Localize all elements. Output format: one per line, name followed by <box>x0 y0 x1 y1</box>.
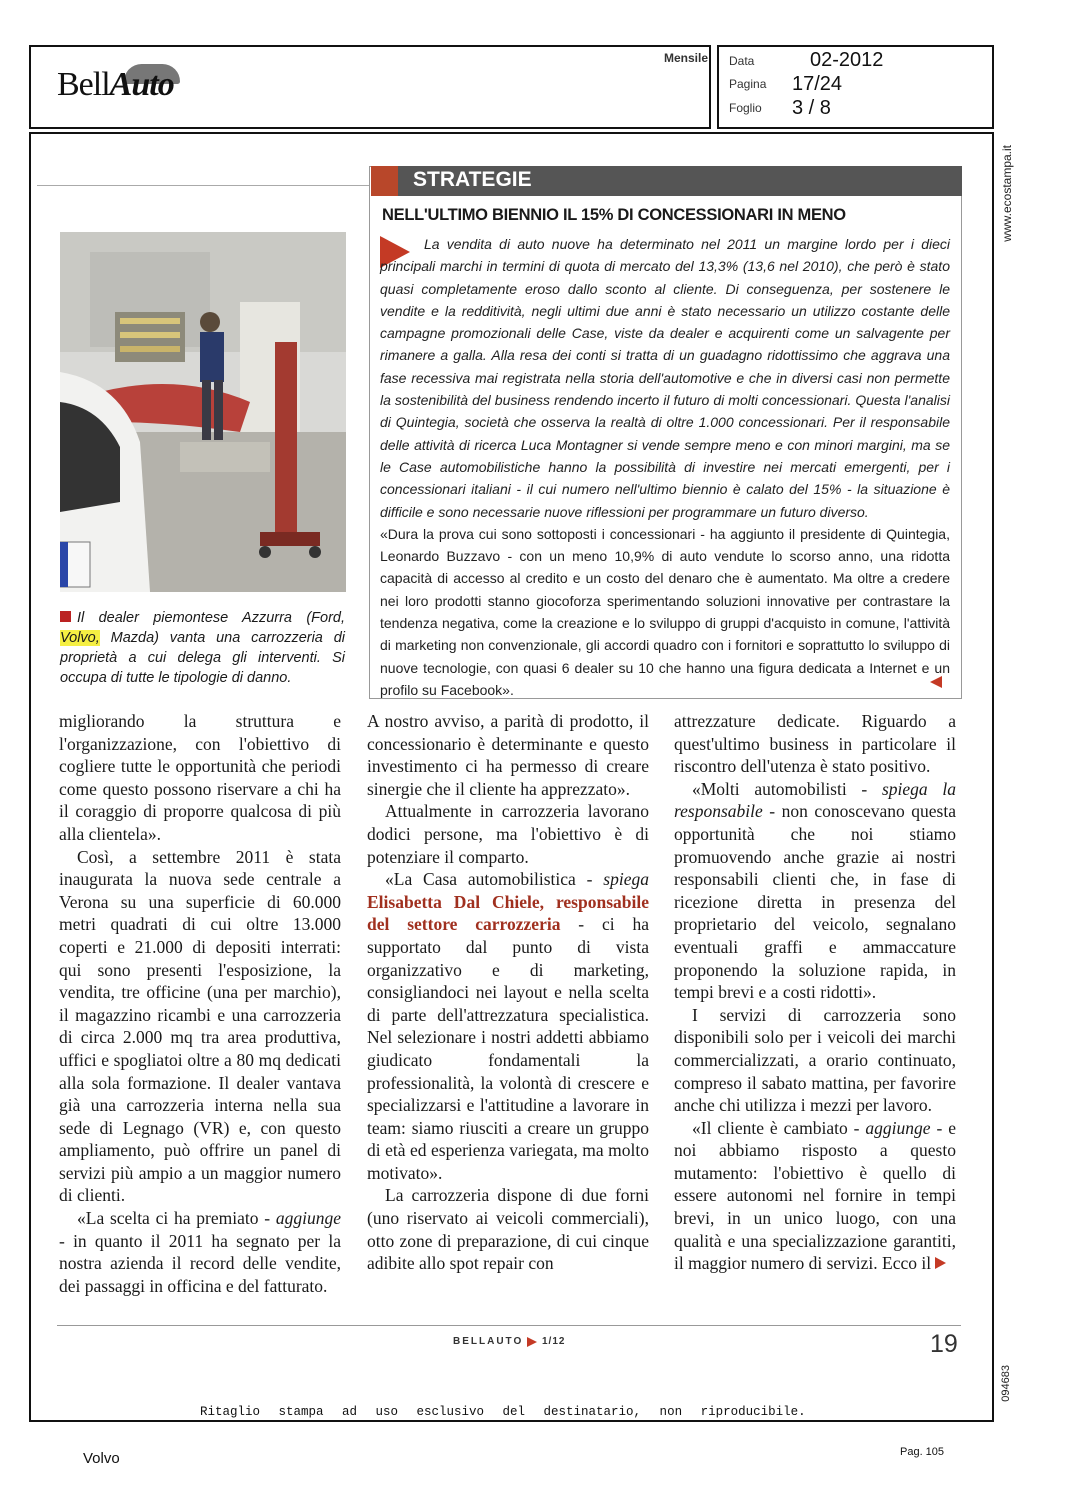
pagina-label: Pagina <box>729 77 767 91</box>
col3-p2-end: - non conoscevano questa opportunità che noi stiamo promuovendo anche grazie ai nostri responsabili clienti che, in fase di ricezione diretta in presenza del proprietario del veicolo, segnalano eventuali graffi e ammaccature proponendo la soluzione rapida, in tempi brevi e a costi ridotti». <box>674 801 956 1003</box>
caption-part1: Il dealer piemontese Azzurra (Ford, <box>77 610 345 626</box>
col3-p2-italic: spiega la responsabile <box>674 778 956 822</box>
footer-arrow-icon <box>527 1337 537 1347</box>
continue-arrow-icon <box>935 1257 946 1269</box>
col3-p2-start: «Molti automobilisti - <box>692 778 882 799</box>
col1-p3-start: «La scelta ci ha premiato - <box>77 1208 276 1229</box>
caption-bullet-icon <box>60 611 71 622</box>
col2-paragraph-4: La carrozzeria dispone di due forni (uno riservato ai veicoli commerciali), otto zone di preparazione, di cui cinque adibite allo spot repair con <box>367 1185 649 1274</box>
col3-p4-start: «Il cliente è cambiato - <box>692 1117 866 1138</box>
box-headline: NELL'ULTIMO BIENNIO IL 15% DI CONCESSIONARI IN MENO <box>382 206 846 224</box>
article-column-2 <box>367 710 649 1275</box>
col2-paragraph-1: A nostro avviso, a parità di prodotto, il concessionario è determinante e questo investimento ci ha permesso di creare sinergie che il cliente ha apprezzato». <box>367 711 649 799</box>
foglio-label: Foglio <box>729 101 762 115</box>
col1-paragraph-1: migliorando la struttura e l'organizzazione, con l'obiettivo di cogliere tutte le opportunità che periodi come questo possono riservare a chi ha il coraggio di proporre qualcosa di più alla clientela». <box>59 711 341 844</box>
col1-paragraph-3 <box>59 1207 341 1297</box>
source-url: www.ecostampa.it <box>1000 145 1014 242</box>
caption-part2: Mazda) vanta una carrozzeria di proprietà a cui delega gli interventi. Si occupa di tutte le tipologie di danno. <box>60 630 345 686</box>
col2-p3-start: «La Casa automobilistica - <box>385 869 604 890</box>
article-column-1 <box>59 710 341 1297</box>
pag-label: Pag. 105 <box>900 1446 945 1458</box>
end-arrow-icon <box>930 676 942 688</box>
logo-prefix: Bell <box>57 66 110 103</box>
col3-p4-italic: aggiunge <box>865 1117 931 1138</box>
section-title: STRATEGIE <box>413 168 532 191</box>
footer-magazine: BELLAUTO <box>453 1336 524 1347</box>
clipping-code: 094683 <box>1000 1365 1012 1402</box>
col3-paragraph-1: attrezzature dedicate. Riguardo a quest'ultimo business in particolare il riscontro dell'utenza è stato positivo. <box>674 711 956 777</box>
caption-highlight: Volvo, <box>60 630 100 646</box>
brand-label: Volvo <box>83 1450 120 1467</box>
workshop-photo <box>60 232 346 592</box>
footer-rule <box>57 1325 961 1326</box>
article-column-3 <box>674 710 956 1275</box>
footer-issue: 1/12 <box>542 1336 566 1347</box>
col1-p3-end: - in quanto il 2011 ha segnato per la nostra azienda il record delle vendite, dei passaggi in officina e del fatturato. <box>59 1230 341 1296</box>
section-banner-accent <box>371 166 398 196</box>
top-rule <box>37 185 370 186</box>
col2-p3-end: - ci ha supportato dal punto di vista organizzativo e di marketing, consigliandoci nei layout e nella scelta di parte dell'attrezzatura specialistica. Nel selezionare i nostri addetti abbiamo giudicato fondamentali la professionalità, la volontà di crescere e specializzarsi e l'attitudine a lavorare in team: siamo riusciti a creare un gruppo di età ed esperienza variegata, ma molto motivato». <box>367 914 649 1183</box>
data-value: 02-2012 <box>810 49 884 71</box>
disclaimer: Ritaglio stampa ad uso esclusivo del destinatario, non riproducibile. <box>200 1405 806 1419</box>
data-label: Data <box>729 54 755 68</box>
page-number: 19 <box>930 1330 958 1358</box>
col2-paragraph-3 <box>367 868 649 1184</box>
box-body <box>380 233 950 701</box>
col3-paragraph-2 <box>674 778 956 1004</box>
col2-p3-italic: spiega <box>603 869 649 890</box>
photo-caption <box>60 608 345 688</box>
col1-p3-italic: aggiunge <box>275 1208 341 1229</box>
frequency-label: Mensile <box>664 51 709 65</box>
box-paragraph-2: «Dura la prova cui sono sottoposti i concessionari - ha aggiunto il presidente di Quintegia, Leonardo Buzzavo - con un meno 10,9% di auto vendute lo scorso anno, una ridotta capacità di accesso al credito e un costo del denaro che è aumentato. Ma oltre a credere nei loro prodotti stanno giocoforza sperimentando soluzioni innovative per contrastare la tendenza negativa, come la creazione e lo sviluppo di gruppi d'acquisto in comune, l'attività di marketing non convenzionale, gli accordi quadro con i fornitori e soprattutto lo sviluppo di nuove tecnologie, con quasi 6 dealer su 10 che hanno una figura dedicata a Internet e un profilo su Facebook». <box>380 525 950 698</box>
col3-p4-end: - e noi abbiamo risposto a questo mutamento: l'obiettivo è quello di essere autonomi nel fornire in tempi brevi, in un unico luogo, con una qualità e una specializzazione garantiti, il maggior numero di servizi. Ecco il <box>674 1117 956 1274</box>
col3-paragraph-3: I servizi di carrozzeria sono disponibili solo per i veicoli dei marchi commercializzati, a orario continuato, compreso il sabato mattina, per favorire anche chi utilizza i mezzi per lavoro. <box>674 1004 956 1116</box>
box-paragraph-1: La vendita di auto nuove ha determinato nel 2011 un margine lordo per i dieci principali marchi in termini di quota di mercato del 13,3% (13,6 nel 2010), che però è stato quasi completamente eroso dallo sconto al cliente. Di conseguenza, per sostenere le vendite e la redditività, negli ultimi due anni è stato necessario un utilizzo costante delle campagne promozionali delle Case, viste da dealer e acquirenti come un salvagente per rimanere a galla. Alla resa dei conti si tratta di un guadagno ridottissimo che aggrava una fase recessiva mai registrata nella storia dell'automotive e che in diversi casi non permette la sostenibilità del business rendendo incerto il futuro di molti concessionari. Questa l'analisi di Quintegia, società che osserva la realtà di oltre 1.000 concessionari. Per il responsabile delle attività di ricerca Luca Montagner si vende sempre meno e con minori margini, ma se le Case automobilistiche hanno la possibilità di investire nei mercati emergenti, per i concessionari italiani - il cui numero nell'ultimo biennio è calato del 15% - la situazione è difficile e sono necessarie nuove riflessioni per programmare un futuro diverso. <box>380 236 950 520</box>
logo-bold: Auto <box>109 66 174 103</box>
col2-paragraph-2: Attualmente in carrozzeria lavorano dodici persone, ma l'obiettivo è di potenziare il comparto. <box>367 801 649 867</box>
foglio-value: 3 / 8 <box>792 97 831 119</box>
magazine-logo <box>57 66 174 104</box>
col1-paragraph-2: Così, a settembre 2011 è stata inaugurata la nuova sede centrale a Verona su una superficie di 60.000 metri quadrati di cui oltre 13.000 coperti e 21.000 di depositi interrati: qui sono presenti l'esposizione, la vendita, tre officine (una per marchio), il magazzino ricambi e una carrozzeria di circa 2.000 mq tra area produttiva, uffici e spogliatoi oltre a 80 mq dedicati alla sola formazione. Il dealer vantava già una carrozzeria interna nella sua sede di Legnago (VR) e, con questo ampliamento, può offrire un panel di servizi più ampio a un maggior numero di clienti. <box>59 846 341 1206</box>
pagina-value: 17/24 <box>792 73 843 95</box>
col3-paragraph-4 <box>674 1117 956 1275</box>
col2-p3-name: Elisabetta Dal Chiele, responsabile del settore carrozzeria <box>367 891 649 935</box>
